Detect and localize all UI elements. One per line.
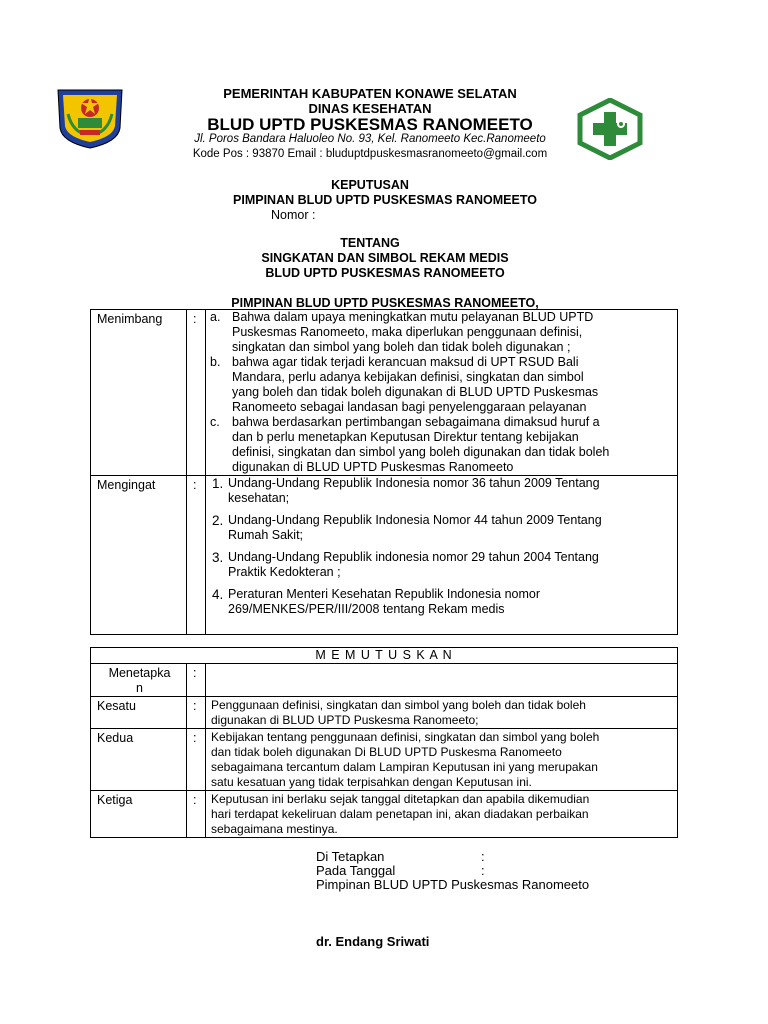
menimbang-row (91, 310, 678, 476)
mengingat-item-marker: 1. (212, 476, 224, 491)
menimbang-item (210, 355, 671, 415)
text-line: sebagaimana tercantum dalam Lampiran Keputusan ini yang merupakan (211, 760, 598, 774)
contact-info: Kode Pos : 93870 Email : bluduptdpuskesmasranomeeto@gmail.com (192, 148, 548, 160)
issuer-comma: PIMPINAN BLUD UPTD PUSKESMAS RANOMEETO, (231, 296, 539, 310)
decision-colon: : (193, 731, 197, 745)
issuer: PIMPINAN BLUD UPTD PUSKESMAS RANOMEETO (233, 193, 537, 207)
decision-colon: : (193, 699, 197, 713)
text-line: Puskesmas Ranomeeto, maka diperlukan penggunaan definisi, (232, 325, 583, 339)
decision-colon: : (193, 666, 197, 680)
text-line: digunakan di BLUD UPTD Puskesmas Ranomeeto (232, 460, 514, 474)
konawe-selatan-emblem (54, 84, 126, 150)
mengingat-label: Mengingat (97, 478, 156, 492)
mengingat-item-text (228, 587, 671, 617)
mengingat-item-text (228, 550, 671, 580)
signatory-position: Pimpinan BLUD UPTD Puskesmas Ranomeeto (316, 877, 590, 892)
text-line: singkatan dan simbol yang boleh dan tidak boleh digunakan ; (232, 340, 571, 354)
decision-label: Kedua (97, 731, 134, 745)
mengingat-item (212, 476, 671, 506)
menimbang-list (206, 310, 677, 475)
text-line: Ranomeeto sebagai landasan bagi penyelenggaraan pelayanan (232, 400, 587, 414)
mengingat-item-marker: 3. (212, 550, 224, 565)
tanggal-label: Pada Tanggal (316, 863, 396, 878)
menimbang-item-marker: b. (210, 355, 221, 369)
mengingat-item-text (228, 513, 671, 543)
text-line: digunakan di BLUD UPTD Puskesma Ranomeeto; (211, 713, 479, 727)
menimbang-item-text (232, 355, 671, 415)
text-line: sebagaimana mestinya. (211, 822, 338, 836)
decision-text (206, 697, 677, 728)
decision-rows (91, 664, 678, 838)
decision-colon: : (193, 793, 197, 807)
text-line: Kebijakan tentang penggunaan definisi, singkatan dan simbol yang boleh (211, 730, 600, 744)
tentang-label: TENTANG (340, 236, 400, 250)
decision-text (206, 664, 677, 665)
signatory-name: dr. Endang Sriwati (316, 934, 430, 949)
menimbang-item (210, 310, 671, 355)
subject-line-2: BLUD UPTD PUSKESMAS RANOMEETO (265, 266, 505, 280)
text-line: Praktik Kedokteran ; (228, 565, 341, 579)
dept-line: DINAS KESEHATAN (308, 101, 432, 116)
decision-row (91, 729, 678, 791)
decision-row (91, 664, 678, 697)
text-line: dan b perlu menetapkan Keputusan Direktur tentang kebijakan (232, 430, 579, 444)
decision-label: Ketiga (97, 793, 133, 807)
mengingat-item-text (228, 476, 671, 506)
mengingat-item (212, 587, 671, 617)
text-line: Penggunaan definisi, singkatan dan simbol yang boleh dan tidak boleh (211, 698, 586, 712)
text-line: Undang-Undang Republik Indonesia nomor 36 tahun 2009 Tentang (228, 476, 600, 490)
menimbang-item-marker: c. (210, 415, 220, 429)
decision-row (91, 791, 678, 838)
decision-row (91, 697, 678, 729)
mengingat-item-marker: 2. (212, 513, 224, 528)
consideration-table (90, 309, 678, 635)
decision-table (90, 647, 678, 838)
ditetapkan-colon: : (481, 849, 485, 864)
tanggal-colon: : (481, 863, 485, 878)
nomor-label: Nomor : (271, 208, 316, 222)
menimbang-item-marker: a. (210, 310, 221, 324)
mengingat-colon: : (193, 478, 197, 492)
text-line: Peraturan Menteri Kesehatan Republik Indonesia nomor (228, 587, 540, 601)
memutuskan-heading: M E M U T U S K A N (91, 648, 678, 664)
ditetapkan-label: Di Tetapkan (316, 849, 385, 864)
text-line: Bahwa dalam upaya meningkatkan mutu pelayanan BLUD UPTD (232, 310, 594, 324)
institution-name: BLUD UPTD PUSKESMAS RANOMEETO (207, 115, 533, 134)
menimbang-label: Menimbang (97, 312, 163, 326)
text-line: bahwa agar tidak terjadi kerancuan maksud di UPT RSUD Bali (232, 355, 579, 369)
address: Jl. Poros Bandara Haluoleo No. 93, Kel. Ranomeeto Kec.Ranomeeto (194, 133, 546, 145)
text-line: kesehatan; (228, 491, 290, 505)
decision-label: Menetapka n (108, 666, 171, 695)
mengingat-item (212, 550, 671, 580)
mengingat-item-marker: 4. (212, 587, 224, 602)
text-line: yang boleh dan tidak boleh digunakan di BLUD UPTD Puskesmas (232, 385, 599, 399)
text-line: definisi, singkatan dan simbol yang boleh digunakan dan tidak boleh (232, 445, 610, 459)
text-line: dan tidak boleh digunakan Di BLUD UPTD Puskesma Ranomeeto (211, 745, 562, 759)
text-line: Undang-Undang Republik Indonesia Nomor 44 tahun 2009 Tentang (228, 513, 602, 527)
gov-line: PEMERINTAH KABUPATEN KONAWE SELATAN (223, 86, 517, 101)
text-line: bahwa berdasarkan pertimbangan sebagaimana dimaksud huruf a (232, 415, 600, 429)
text-line: 269/MENKES/PER/III/2008 tentang Rekam medis (228, 602, 505, 616)
text-line: Mandara, perlu adanya kebijakan definisi, singkatan dan simbol (232, 370, 584, 384)
decision-label: Kesatu (97, 699, 136, 713)
menimbang-item-text (232, 415, 671, 475)
doc-type: KEPUTUSAN (331, 178, 409, 192)
subject-line-1: SINGKATAN DAN SIMBOL REKAM MEDIS (261, 251, 509, 265)
mengingat-item (212, 513, 671, 543)
menimbang-colon: : (193, 312, 197, 326)
text-line: satu kesatuan yang tidak terpisahkan dengan Keputusan ini. (211, 775, 532, 789)
text-line: Rumah Sakit; (228, 528, 304, 542)
text-line: hari terdapat kekeliruan dalam penetapan ini, akan diadakan perbaikan (211, 807, 589, 821)
text-line: Undang-Undang Republik indonesia nomor 29 tahun 2004 Tentang (228, 550, 599, 564)
menimbang-item (210, 415, 671, 475)
mengingat-row (91, 476, 678, 635)
text-line: Keputusan ini berlaku sejak tanggal ditetapkan dan apabila dikemudian (211, 792, 590, 806)
mengingat-list (206, 476, 677, 617)
decision-text (206, 791, 677, 837)
decision-text (206, 729, 677, 790)
menimbang-item-text (232, 310, 671, 355)
puskesmas-logo (574, 98, 646, 160)
